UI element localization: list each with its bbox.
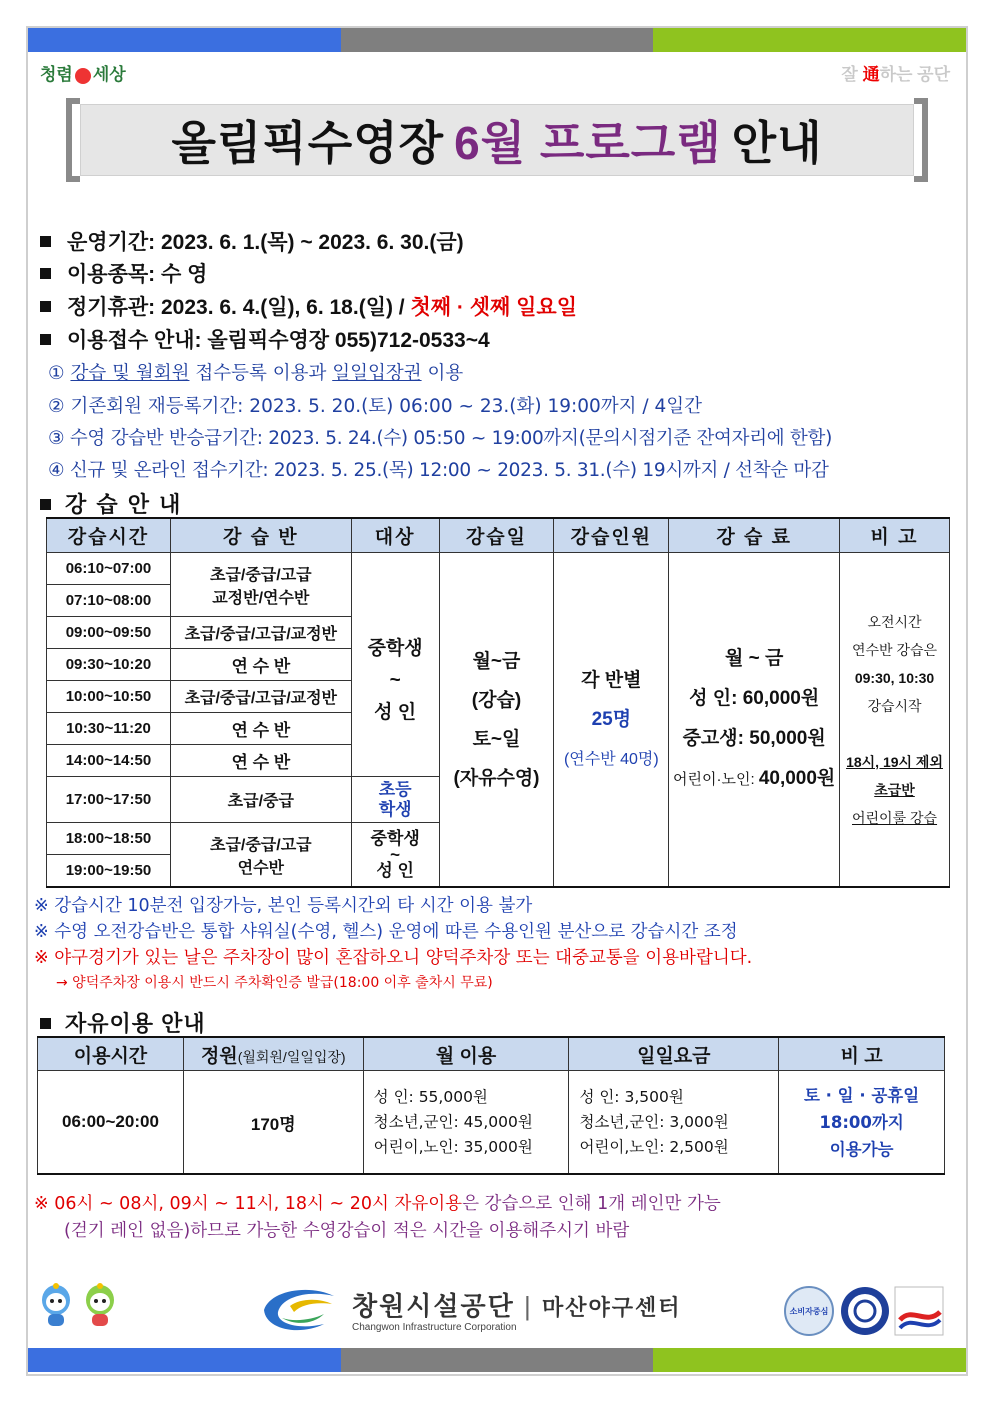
free-note-line: 이용가능 [829, 1139, 894, 1159]
lesson-time: 07:10~08:00 [47, 585, 171, 617]
top-color-bar [28, 28, 966, 52]
corporation-name-text: 창원시설공단 [352, 1291, 515, 1321]
lesson-class-line: 초급/중급/고급 [209, 836, 312, 854]
integrity-logo-text-1: 청렴 [40, 65, 73, 85]
info-period-text: 운영기간: 2023. 6. 1.(목) ~ 2023. 6. 30.(금) [67, 231, 464, 254]
lesson-fee [669, 553, 840, 888]
integrity-logo-text-2: 세상 [92, 65, 126, 85]
days-line: 토~일 [472, 728, 521, 750]
notice-2: ※ 수영 오전강습반은 통합 샤워실(수영, 헬스) 운영에 따른 수용인원 분산으로 강습시간 조정 [34, 922, 738, 942]
lesson-class-line: 초급/중급/고급 [209, 566, 312, 584]
lesson-class: 초급/중급/고급/교정반 [170, 617, 351, 649]
bullet-square-icon [40, 499, 51, 510]
capacity-count: 25명 [591, 708, 632, 730]
bullet-square-icon [40, 301, 51, 312]
sub-1-a: ① [48, 363, 71, 384]
title-part-2: 안내 [731, 117, 823, 169]
monthly-line: 성 인: 55,000원 [373, 1087, 488, 1106]
lesson-time: 10:00~10:50 [47, 681, 171, 713]
lessons-header-row [47, 518, 950, 553]
lessons-table [46, 517, 950, 888]
sub-item-2: ② 기존회원 재등록기간: 2023. 5. 20.(토) 06:00 ~ 23.(화) 19:00까지 / 4일간 [48, 396, 703, 417]
lesson-class-line: 연수반 [237, 859, 284, 877]
capacity-line: (연수반 40명) [563, 750, 659, 768]
info-closed [40, 291, 577, 321]
monthly-line: 청소년,군인: 45,000원 [373, 1112, 533, 1131]
slogan-mid: 通 [862, 65, 880, 84]
lesson-time: 18:00~18:50 [47, 823, 171, 855]
lesson-time: 17:00~17:50 [47, 777, 171, 823]
lesson-class-line: 교정반/연수반 [212, 589, 310, 607]
lesson-class: 연 수 반 [170, 649, 351, 681]
bullet-square-icon [40, 236, 51, 247]
target-line: 중학생 [367, 637, 423, 659]
lesson-time: 19:00~19:50 [47, 855, 171, 888]
fee-line: 월 ~ 금 [724, 648, 784, 669]
target-line: 학생 [378, 799, 412, 819]
human-rights-badge-icon [840, 1286, 890, 1336]
fee-line: 어린이·노인: [673, 771, 759, 788]
integrity-logo [40, 60, 126, 85]
free-capacity: 170명 [183, 1071, 363, 1175]
free-time: 06:00~20:00 [38, 1071, 184, 1175]
lesson-class: 초급/중급/고급/교정반 [170, 681, 351, 713]
days-line: 월~금 [472, 650, 521, 672]
col-header-time: 강습시간 [47, 518, 171, 553]
bullet-square-icon [40, 334, 51, 345]
lesson-class [170, 553, 351, 617]
info-type [40, 258, 207, 288]
info-type-text: 이용종목: 수 영 [67, 263, 208, 286]
notice-4: → 양덕주차장 이용시 반드시 주차확인증 발급(18:00 이후 출차시 무료) [56, 975, 493, 991]
bullet-square-icon [40, 268, 51, 279]
col-header-target: 대상 [351, 518, 439, 553]
daily-line: 청소년,군인: 3,000원 [579, 1112, 729, 1131]
note-line: 강습시작 [867, 697, 922, 714]
bottom-color-bar [28, 1348, 966, 1372]
note-line: 오전시간 [867, 613, 922, 630]
mascot-green-icon [80, 1282, 120, 1332]
footer-divider: | [523, 1291, 533, 1321]
bottom-notice-line-2: (걷기 레인 없음)하므로 가능한 수영강습이 적은 시간을 이용해주시기 바람 [64, 1221, 630, 1241]
free-col-capacity-label: 정원 [200, 1045, 238, 1067]
title-bracket-left [66, 98, 80, 182]
lesson-time: 06:10~07:00 [47, 553, 171, 585]
notice-1: ※ 강습시간 10분전 입장가능, 본인 등록시간외 타 시간 이용 불가 [34, 896, 533, 916]
info-contact-text: 이용접수 안내: 올림픽수영장 055)712-0533~4 [67, 329, 490, 352]
info-period [40, 226, 464, 256]
target-line: 중학생 [370, 828, 420, 848]
integrity-logo-icon [75, 68, 91, 84]
bottom-notice-purple: 은 강습으로 인해 1개 레인만 가능 [462, 1194, 721, 1214]
table-row [47, 553, 950, 585]
lesson-time: 14:00~14:50 [47, 745, 171, 777]
title-accent: 6월 프로그램 [454, 117, 722, 169]
sub-1-b: 접수등록 이용과 [189, 363, 333, 384]
target-line: 초등 [378, 779, 412, 799]
sub-item-3: ③ 수영 강습반 반승급기간: 2023. 5. 24.(수) 05:50 ~ 19:00까지(문의시점기준 잔여자리에 한함) [48, 428, 832, 449]
free-note-line: 18:00까지 [819, 1112, 904, 1132]
lesson-target [351, 823, 439, 888]
fee-line: 성 인: 60,000원 [689, 688, 820, 709]
capacity-line: 각 반별 [581, 669, 642, 691]
lessons-section-title [40, 488, 182, 519]
col-header-fee: 강 습 료 [669, 518, 840, 553]
certification-mark-icon [894, 1286, 944, 1336]
free-col-capacity-sub: (월회원/일일입장) [237, 1048, 346, 1065]
notice-3: ※ 야구경기가 있는 날은 주차장이 많이 혼잡하오니 양덕주차장 또는 대중교통을 이용바랍니다. [34, 948, 753, 968]
free-header-row [38, 1037, 945, 1071]
lessons-section-title-text: 강 습 안 내 [65, 492, 183, 517]
lesson-time: 09:00~09:50 [47, 617, 171, 649]
table-row [38, 1071, 945, 1175]
target-line: 성 인 [376, 860, 414, 880]
corporation-english-name: Changwon Infrastructure Corporation [352, 1322, 517, 1333]
free-col-daily: 일일요금 [569, 1037, 779, 1071]
sub-item-4: ④ 신규 및 온라인 접수기간: 2023. 5. 25.(목) 12:00 ~ 2023. 5. 31.(수) 19시까지 / 선착순 마감 [48, 460, 829, 481]
page-title-box [66, 98, 928, 184]
target-line: 성 인 [374, 701, 417, 723]
slogan-post: 하는 공단 [879, 65, 950, 84]
lesson-time: 10:30~11:20 [47, 713, 171, 745]
mascot-blue-icon [36, 1282, 76, 1332]
note-line: 연수반 강습은 [852, 641, 938, 658]
daily-line: 성 인: 3,500원 [579, 1087, 684, 1106]
lesson-class: 연 수 반 [170, 745, 351, 777]
lesson-time: 09:30~10:20 [47, 649, 171, 681]
lesson-class [170, 823, 351, 888]
info-closed-highlight: 첫째 · 셋째 일요일 [410, 296, 577, 319]
col-header-days: 강습일 [439, 518, 554, 553]
lesson-note [840, 553, 950, 888]
free-col-note: 비 고 [779, 1037, 945, 1071]
note-line: 18시, 19시 제외 [846, 753, 943, 770]
fee-line: 40,000원 [758, 768, 836, 789]
lesson-class: 연 수 반 [170, 713, 351, 745]
lesson-days [439, 553, 554, 888]
col-header-class: 강 습 반 [170, 518, 351, 553]
title-part-1: 올림픽수영장 [171, 117, 445, 169]
info-contact [40, 324, 490, 354]
bottom-notice-line-1 [34, 1190, 721, 1215]
free-use-table [37, 1036, 945, 1175]
note-line: 초급반 [874, 781, 915, 798]
col-header-capacity: 강습인원 [554, 518, 669, 553]
note-line: 어린이룰 강습 [852, 809, 938, 826]
lesson-class: 초급/중급 [170, 777, 351, 823]
bullet-square-icon [40, 1018, 51, 1029]
days-line: (강습) [471, 689, 522, 711]
note-line: 09:30, 10:30 [854, 669, 935, 686]
free-section-title-text: 자유이용 안내 [65, 1011, 206, 1036]
lesson-capacity [554, 553, 669, 888]
bottom-notice-red: ※ 06시 ~ 08시, 09시 ~ 11시, 18시 ~ 20시 자유이용 [34, 1194, 463, 1214]
monthly-line: 어린이,노인: 35,000원 [373, 1137, 533, 1156]
target-line: ~ [389, 669, 401, 691]
consumer-badge: 소비자중심 [784, 1286, 834, 1336]
lesson-target [351, 777, 439, 823]
days-line: (자유수영) [453, 767, 540, 789]
col-header-note: 비 고 [840, 518, 950, 553]
sub-1-u1: 강습 및 월회원 [70, 363, 190, 384]
sub-1-c: 이용 [421, 363, 464, 384]
daily-line: 어린이,노인: 2,500원 [579, 1137, 729, 1156]
info-closed-text: 정기휴관: 2023. 6. 4.(일), 6. 18.(일) / [67, 296, 411, 319]
lesson-target [351, 553, 439, 777]
free-daily [569, 1071, 779, 1175]
corporation-swoosh-icon [260, 1284, 338, 1334]
page-title [80, 104, 914, 176]
target-line: ~ [390, 844, 401, 864]
sub-1-u2: 일일입장권 [332, 363, 422, 384]
free-monthly [363, 1071, 569, 1175]
center-name: 마산야구센터 [541, 1295, 682, 1320]
free-col-monthly: 월 이용 [363, 1037, 569, 1071]
corporation-name [352, 1286, 681, 1323]
sub-item-1 [48, 359, 463, 385]
free-note-line: 토 · 일 · 공휴일 [803, 1085, 920, 1105]
free-col-capacity [183, 1037, 363, 1071]
free-note [779, 1071, 945, 1175]
free-col-time: 이용시간 [38, 1037, 184, 1071]
title-bracket-right [914, 98, 928, 182]
free-section-title [40, 1007, 206, 1038]
slogan-pre: 잘 [841, 65, 863, 84]
fee-line: 중고생: 50,000원 [682, 728, 826, 749]
slogan-logo [841, 60, 950, 85]
corporation-logo [260, 1280, 690, 1340]
